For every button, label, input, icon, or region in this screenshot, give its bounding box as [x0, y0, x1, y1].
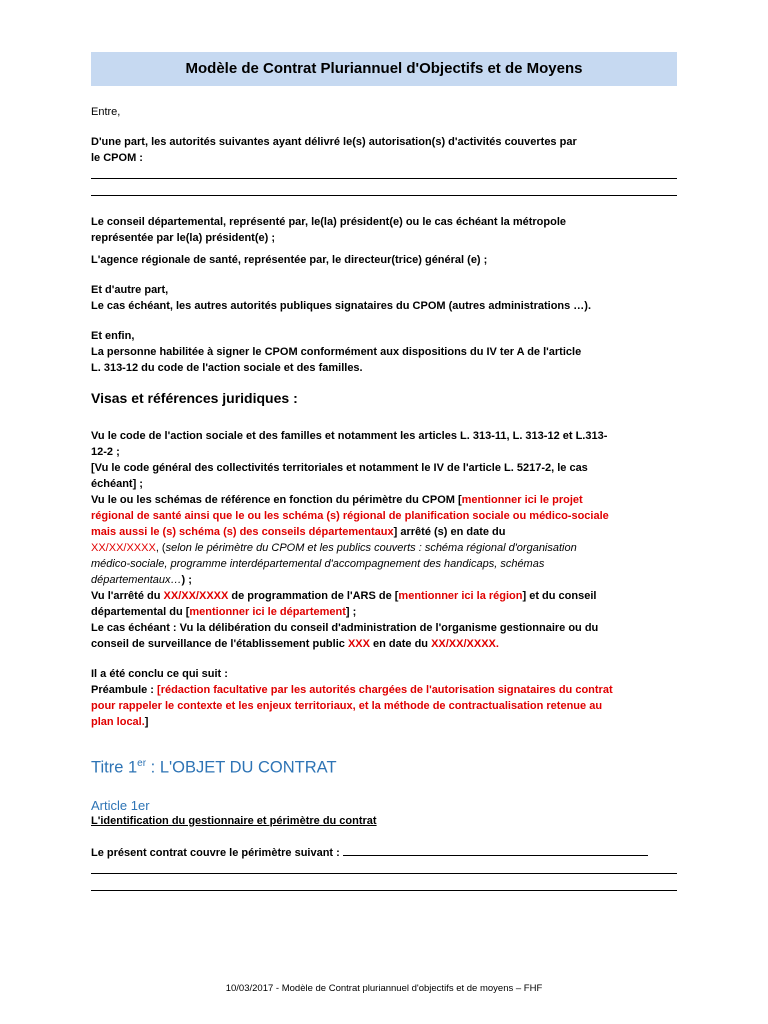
agence-text: L'agence régionale de santé, représentée par, le directeur(trice) général (e) ;: [91, 254, 488, 266]
part1-line2: le CPOM :: [91, 152, 143, 164]
visas-heading: Visas et références juridiques :: [91, 390, 298, 406]
autre-part-text: Et d'autre part,: [91, 284, 169, 296]
blank-line: [91, 183, 677, 196]
conseil-line2: représentée par le(la) président(e) ;: [91, 232, 276, 244]
page-footer: 10/03/2017 - Modèle de Contrat pluriannuel d'objectifs et de moyens – FHF: [225, 983, 543, 994]
blank-line: [91, 861, 677, 874]
vu1-line2: 12-2 ;: [91, 446, 120, 458]
article-subheading: L'identification du gestionnaire et périmètre du contrat: [91, 814, 377, 827]
document-title: Modèle de Contrat Pluriannuel d'Objectifs et de Moyens: [91, 52, 677, 86]
vu3-line5: médico-sociale, programme interdépartemental d'accompagnement des handicaps, schémas: [91, 558, 545, 570]
personne-line2: L. 313-12 du code de l'action sociale et des familles.: [91, 362, 363, 374]
preambule-line3: plan local.]: [91, 716, 149, 728]
document-page: [91, 52, 677, 895]
vu3-line2: régional de santé ainsi que le ou les schéma (s) régional de planification sociale ou médico-sociale: [91, 510, 609, 522]
vu4-line2: départemental du [mentionner ici le département] ;: [91, 606, 357, 618]
conseil-line1: Le conseil départemental, représenté par, le(la) président(e) ou le cas échéant la métropole: [91, 216, 566, 228]
personne-line1: La personne habilitée à signer le CPOM conformément aux dispositions du IV ter A de l'article: [91, 346, 582, 358]
article-heading: Article 1er: [91, 797, 150, 813]
perimetre-line: Le présent contrat couvre le périmètre suivant :: [91, 845, 677, 861]
vu3-line4: XX/XX/XXXX, (selon le périmètre du CPOM et les publics couverts : schéma régional d'organisation: [91, 542, 577, 554]
titre-heading: Titre 1er : L'OBJET DU CONTRAT: [91, 758, 337, 777]
autre-part-detail: Le cas échéant, les autres autorités publiques signataires du CPOM (autres administrations …).: [91, 300, 592, 312]
cas-line1: Le cas échéant : Vu la délibération du conseil d'administration de l'organisme gestionnaire ou du: [91, 622, 599, 634]
vu2-line2: échéant] ;: [91, 478, 143, 490]
entre-text: Entre,: [91, 106, 121, 118]
vu4-line1: Vu l'arrêté du XX/XX/XXXX de programmation de l'ARS de [mentionner ici la région] et du conseil: [91, 590, 597, 602]
conclu-text: Il a été conclu ce qui suit :: [91, 668, 228, 680]
vu1-line1: Vu le code de l'action sociale et des familles et notamment les articles L. 313-11, L. 313-12 et L.313-: [91, 430, 608, 442]
blank-line: [91, 878, 677, 891]
vu3-line6: départementaux…) ;: [91, 574, 192, 586]
vu3-line1: Vu le ou les schémas de référence en fonction du périmètre du CPOM [mentionner ici le projet: [91, 494, 583, 506]
vu3-line3: mais aussi le (s) schéma (s) des conseils départementaux] arrêté (s) en date du: [91, 526, 506, 538]
part1-line1: D'une part, les autorités suivantes ayant délivré le(s) autorisation(s) d'activités couvertes par: [91, 136, 577, 148]
preambule-line1: Préambule : [rédaction facultative par les autorités chargées de l'autorisation signataires du contrat: [91, 684, 613, 696]
blank-line: [91, 166, 677, 179]
cas-line2: conseil de surveillance de l'établissement public XXX en date du XX/XX/XXXX.: [91, 638, 499, 650]
blank-field: [343, 845, 648, 856]
vu2-line1: [Vu le code général des collectivités territoriales et notamment le IV de l'article L. 5217-2, le cas: [91, 462, 588, 474]
preambule-line2: pour rappeler le contexte et les enjeux territoriaux, et la méthode de contractualisation retenue au: [91, 700, 603, 712]
enfin-text: Et enfin,: [91, 330, 135, 342]
